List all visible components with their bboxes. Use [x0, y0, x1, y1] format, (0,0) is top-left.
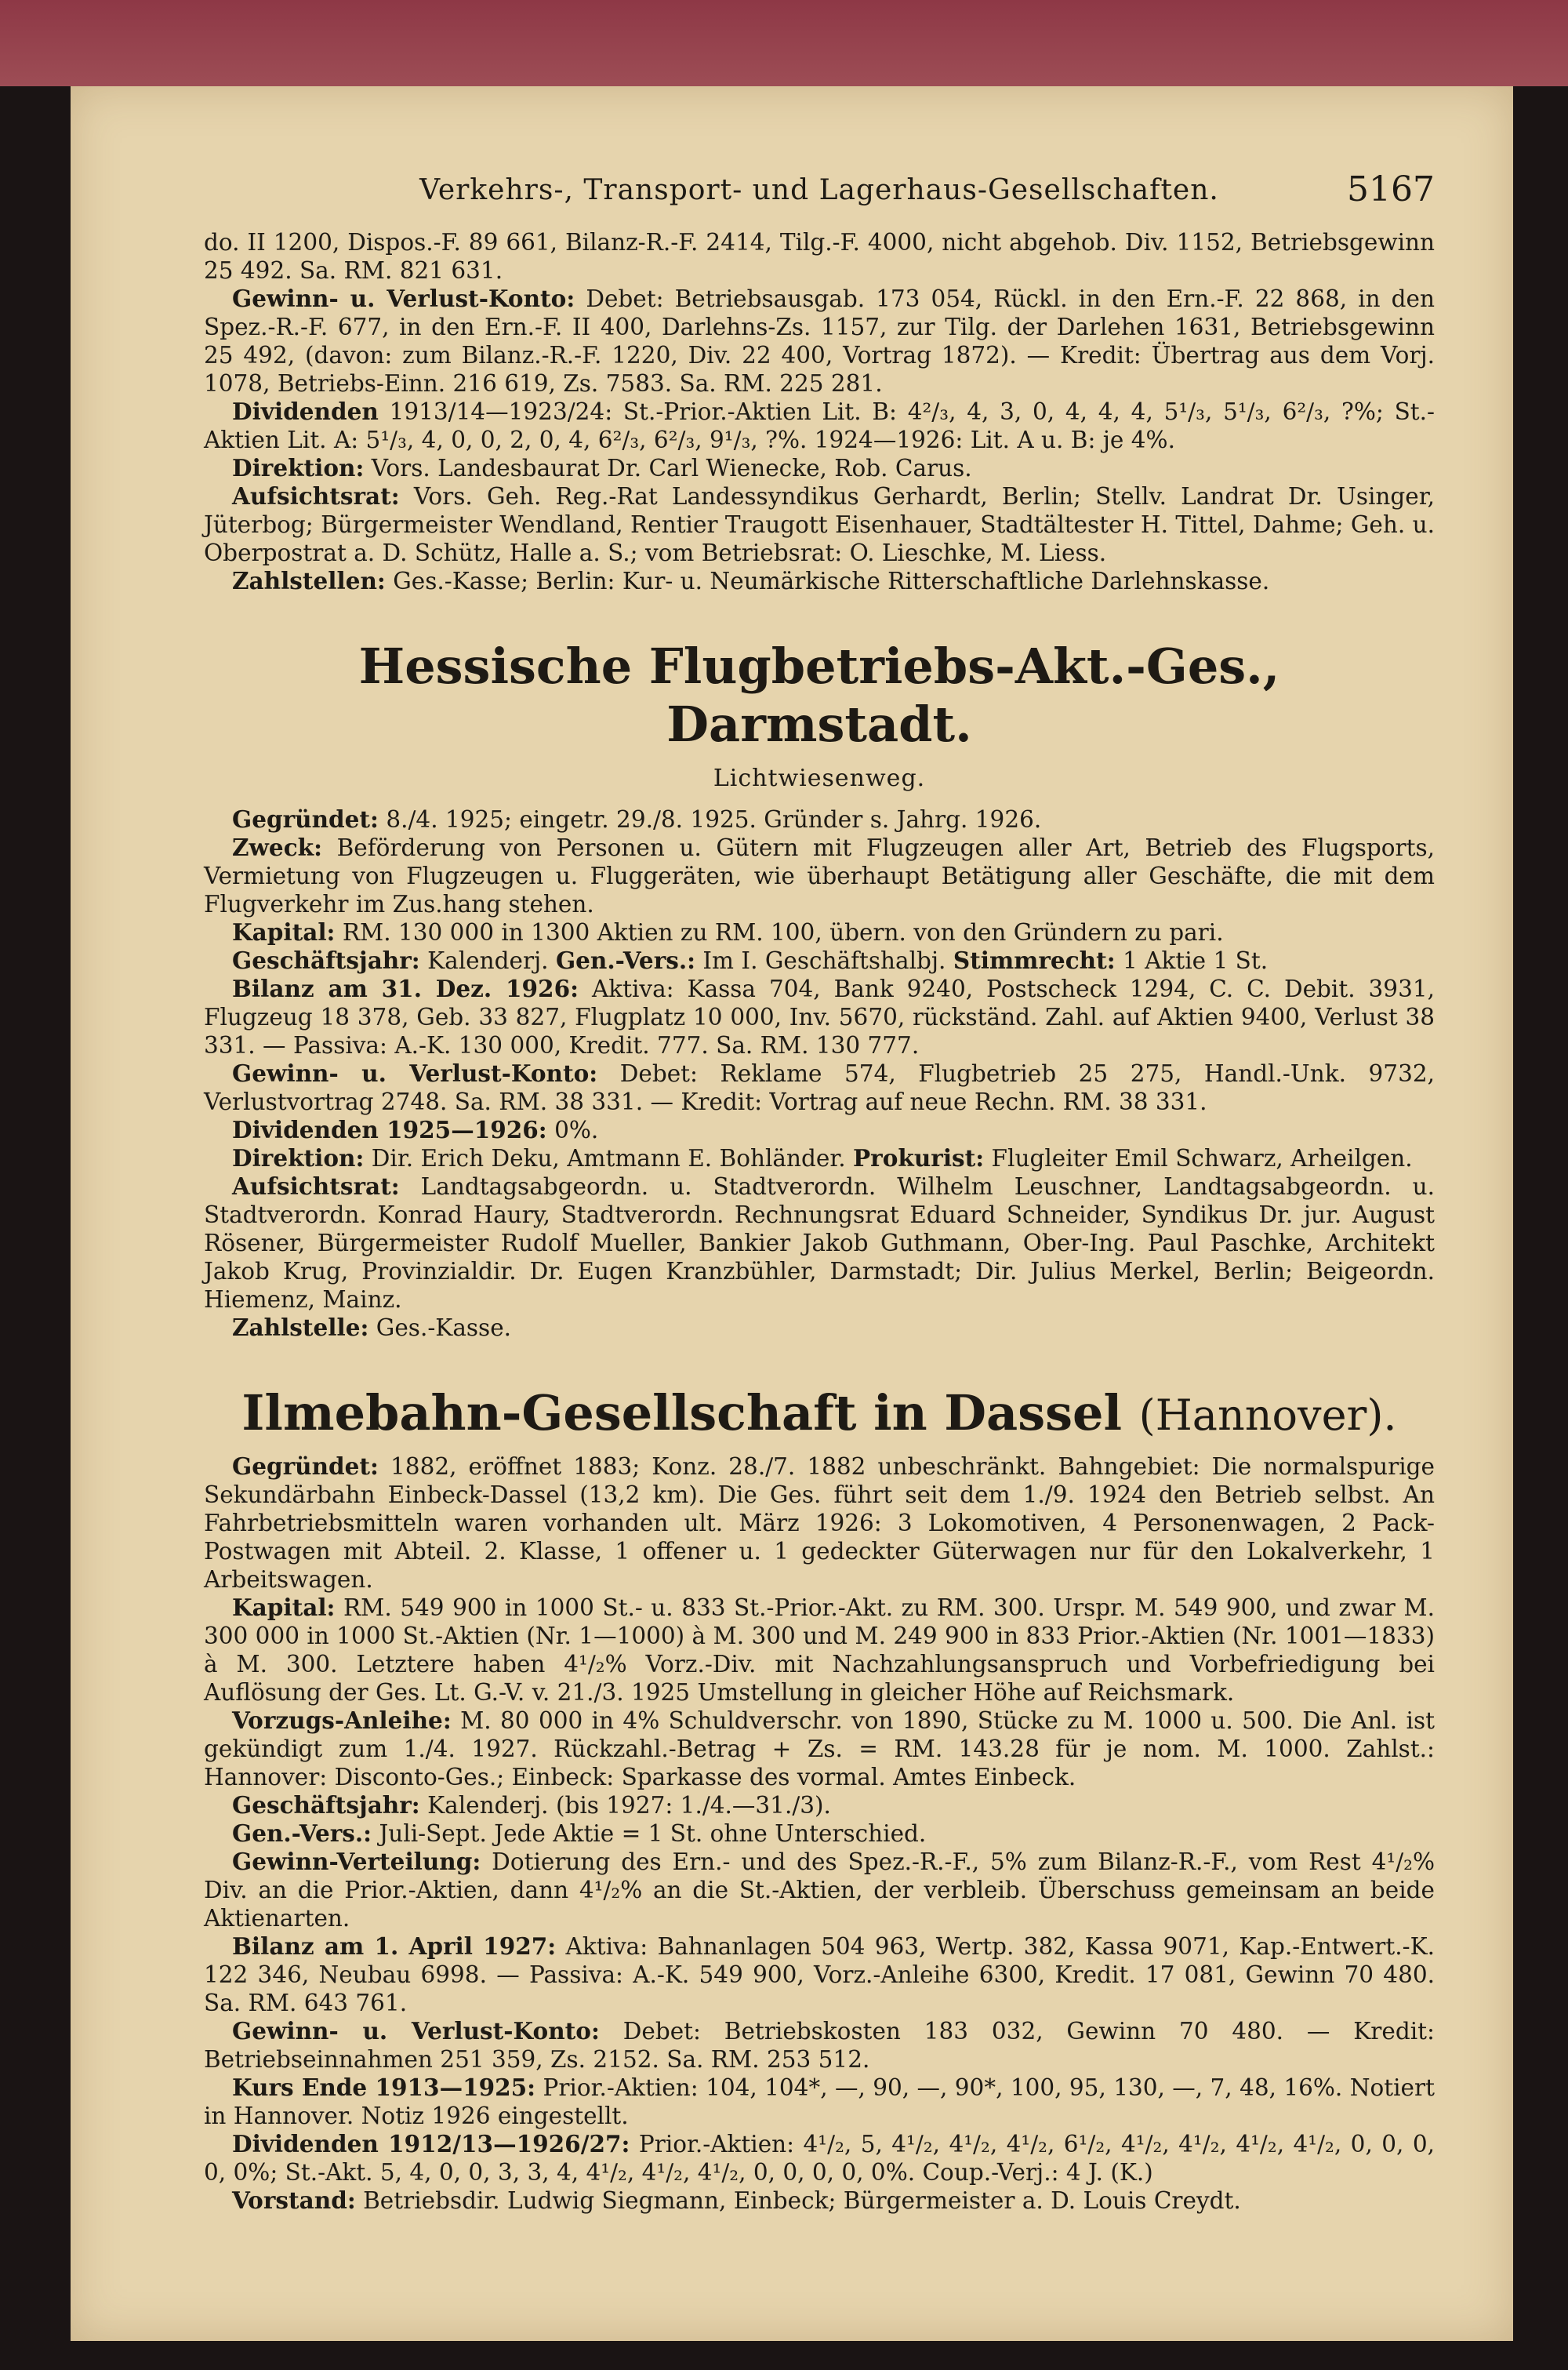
kapital-label: Kapital:: [232, 918, 336, 946]
geschaeftsjahr-paragraph: [204, 1791, 1435, 1819]
vorzugsanleihe-paragraph: [204, 1707, 1435, 1791]
page-content: [71, 86, 1513, 2215]
genvers-label: Gen.-Vers.:: [555, 947, 696, 974]
direktion-label: Direktion:: [232, 454, 365, 482]
company-heading-hessische: Hessische Flugbetriebs-Akt.-Ges., Darmstadt.: [358, 638, 1280, 753]
zweck-text: Beförderung von Personen u. Gütern mit Flugzeugen aller Art, Betrieb des Flugsports, Vermietung von Flugzeugen u. Fluggeräten, wie überhaupt Betätigung aller Geschäfte, die mit dem Flugverkehr im Zus.hang stehen.: [204, 834, 1435, 918]
gv-konto-label: Gewinn- u. Verlust-Konto:: [232, 1060, 598, 1087]
bilanz-paragraph: [204, 975, 1435, 1060]
entry-ilmebahn: [204, 1452, 1435, 2215]
bilanz-text: Aktiva: Bahnanlagen 504 963, Wertp. 382, Kassa 9071, Kap.-Entwert.-K. 122 346, Neubau 6998. — Passiva: A.-K. 549 900, Vorz.-Anleihe 6300, Kredit. 17 081, Gewinn 70 480. Sa. RM. 643 761.: [204, 1933, 1435, 2016]
kapital-label: Kapital:: [232, 1594, 336, 1621]
aufsichtsrat-text: Vors. Geh. Reg.-Rat Landessyndikus Gerhardt, Berlin; Stellv. Landrat Dr. Usinger, Jüterbog; Bürgermeister Wendland, Rentier Traugott Eisenhauer, Stadtältester H. Tittel, Dahme; Geh. u. Oberpostrat a. D. Schütz, Halle a. S.; vom Betriebsrat: O. Lieschke, M. Liess.: [204, 483, 1435, 566]
kurs-text: Prior.-Aktien: 104, 104*, —, 90, —, 90*, 100, 95, 130, —, 7, 48, 16%. Notiert in Hannover. Notiz 1926 eingestellt.: [204, 2074, 1435, 2129]
running-header: [204, 86, 1435, 209]
kapital-text: RM. 130 000 in 1300 Aktien zu RM. 100, übern. von den Gründern zu pari.: [342, 919, 1224, 946]
kurs-label: Kurs Ende 1913—1925:: [232, 2074, 536, 2101]
aufsichtsrat-text: Landtagsabgeordn. u. Stadtverordn. Wilhelm Leuschner, Landtagsabgeordn. u. Stadtverordn. Konrad Haury, Stadtverordn. Rechnungsrat Eduard Schneider, Syndikus Dr. jur. August Rösener, Bürgermeister Rudolf Mueller, Bankier Jakob Guthmann, Ober-Ing. Paul Paschke, Architekt Jakob Krug, Provinzialdir. Dr. Eugen Kranzbühler, Darmstadt; Dir. Julius Merkel, Berlin; Beigeordn. Hiemenz, Mainz.: [204, 1173, 1435, 1313]
gv-konto-text: Debet: Betriebskosten 183 032, Gewinn 70 480. — Kredit: Betriebseinnahmen 251 359, Zs. 2152. Sa. RM. 253 512.: [204, 2018, 1435, 2073]
direktion-paragraph: [204, 1144, 1435, 1172]
dividends-paragraph: [204, 2130, 1435, 2186]
direktion-label: Direktion:: [232, 1144, 365, 1172]
direktion-paragraph: [204, 454, 1435, 482]
kurs-paragraph: [204, 2074, 1435, 2130]
aufsichtsrat-label: Aufsichtsrat:: [232, 1172, 400, 1200]
gv-konto-label: Gewinn- u. Verlust-Konto:: [232, 2017, 600, 2045]
bilanz-continuation: do. II 1200, Dispos.-F. 89 661, Bilanz-R.-F. 2414, Tilg.-F. 4000, nicht abgehob. Div. 1152, Betriebsgewinn 25 492. Sa. RM. 821 631.: [204, 229, 1435, 284]
prokurist-text: Flugleiter Emil Schwarz, Arheilgen.: [991, 1145, 1413, 1172]
vorzugsanleihe-text: M. 80 000 in 4% Schuldverschr. von 1890, Stücke zu M. 1000 u. 500. Die Anl. ist gekündigt zum 1./4. 1927. Rückzahl.-Betrag + Zs. = RM. 143.28 für je nom. M. 1000. Zahlst.: Hannover: Disconto-Ges.; Einbeck: Sparkasse des vormal. Amtes Einbeck.: [204, 1707, 1435, 1790]
zahlstelle-text: Ges.-Kasse.: [376, 1314, 512, 1341]
dividends-label: Dividenden: [232, 398, 379, 425]
vorzugsanleihe-label: Vorzugs-Anleihe:: [232, 1707, 452, 1734]
kapital-text: RM. 549 900 in 1000 St.- u. 833 St.-Prior.-Akt. zu RM. 300. Urspr. M. 549 900, und zwar M. 300 000 in 1000 St.-Aktien (Nr. 1—1000) à M. 300 und M. 249 900 in 833 Prior.-Aktien (Nr. 1001—1833) à M. 300. Letztere haben 4¹/₂% Vorz.-Div. mit Nachzahlungsanspruch und Vorbefriedigung bei Auflösung der Ges. Lt. G.-V. v. 21./3. 1925 Umstellung in gleicher Höhe auf Reichsmark.: [204, 1594, 1435, 1706]
page-number: 5167: [1347, 169, 1435, 209]
stimmrecht-text: 1 Aktie 1 St.: [1123, 947, 1269, 974]
zahlstellen-label: Zahlstellen:: [232, 567, 386, 594]
direktion-text: Dir. Erich Deku, Amtmann E. Bohländer.: [371, 1145, 846, 1172]
entry-continuation: [204, 228, 1435, 595]
book-edge: [0, 0, 1568, 86]
genvers-text: Im I. Geschäftshalbj.: [702, 947, 946, 974]
genvers-text: Juli-Sept. Jede Aktie = 1 St. ohne Unterschied.: [379, 1820, 927, 1847]
dividends-text: 0%.: [554, 1117, 599, 1143]
aufsichtsrat-paragraph: [204, 482, 1435, 567]
vorstand-paragraph: [204, 2186, 1435, 2215]
zahlstellen-text: Ges.-Kasse; Berlin: Kur- u. Neumärkische Ritterschaftliche Darlehnskasse.: [393, 568, 1270, 594]
zahlstelle-paragraph: [204, 1314, 1435, 1342]
aufsichtsrat-paragraph: [204, 1172, 1435, 1314]
bilanz-paragraph: [204, 1932, 1435, 2017]
running-title: Verkehrs-, Transport- und Lagerhaus-Gesellschaften.: [419, 174, 1219, 206]
zahlstelle-label: Zahlstelle:: [232, 1314, 369, 1341]
gegruendet-label: Gegründet:: [232, 1452, 379, 1480]
company-heading-ilmebahn-name: Ilmebahn-Gesellschaft in Dassel: [241, 1384, 1123, 1441]
gv-konto-text: Debet: Betriebsausgab. 173 054, Rückl. in den Ern.-F. 22 868, in den Spez.-R.-F. 677, in den Ern.-F. II 400, Darlehns-Zs. 1157, zur Tilg. der Darlehen 1631, Betriebsgewinn 25 492, (davon: zum Bilanz.-R.-F. 1220, Div. 22 400, Vortrag 1872). — Kredit: Übertrag aus dem Vorj. 1078, Betriebs-Einn. 216 619, Zs. 7583. Sa. RM. 225 281.: [204, 285, 1435, 397]
kapital-paragraph: [204, 1594, 1435, 1707]
gv-konto-label: Gewinn- u. Verlust-Konto:: [232, 285, 575, 312]
prokurist-label: Prokurist:: [852, 1144, 985, 1172]
bilanz-text: Aktiva: Kassa 704, Bank 9240, Postscheck 1294, C. C. Debit. 3931, Flugzeug 18 378, Geb. 33 827, Flugplatz 10 000, Inv. 5670, rückständ. Zahl. auf Aktien 9400, Verlust 38 331. — Passiva: A.-K. 130 000, Kredit. 777. Sa. RM. 130 777.: [204, 976, 1435, 1059]
dividends-text: 1913/14—1923/24: St.-Prior.-Aktien Lit. B: 4²/₃, 4, 3, 0, 4, 4, 4, 5¹/₃, 5¹/₃, 6²/₃, ?%; St.-Aktien Lit. A: 5¹/₃, 4, 0, 0, 2, 0, 4, 6²/₃, 6²/₃, 9¹/₃, ?%. 1924—1926: Lit. A u. B: je 4%.: [204, 398, 1435, 453]
company-heading-ilmebahn: [204, 1384, 1435, 1445]
geschaeftsjahr-text: Kalenderj.: [427, 947, 549, 974]
genvers-paragraph: [204, 1819, 1435, 1848]
geschaeftsjahr-label: Geschäftsjahr:: [232, 947, 420, 974]
direktion-text: Vors. Landesbaurat Dr. Carl Wienecke, Rob. Carus.: [371, 455, 972, 482]
zweck-label: Zweck:: [232, 834, 322, 861]
gegruendet-paragraph: [204, 1452, 1435, 1594]
company-heading-ilmebahn-location: (Hannover).: [1138, 1390, 1397, 1440]
gewinnverteilung-paragraph: [204, 1848, 1435, 1932]
geschaeftsjahr-paragraph: [204, 947, 1435, 975]
genvers-label: Gen.-Vers.:: [232, 1819, 372, 1847]
book-page: [71, 86, 1513, 2341]
bilanz-label: Bilanz am 1. April 1927:: [232, 1932, 557, 1960]
stimmrecht-label: Stimmrecht:: [953, 947, 1116, 974]
gv-konto-paragraph: [204, 2017, 1435, 2074]
geschaeftsjahr-text: Kalenderj. (bis 1927: 1./4.—31./3).: [427, 1792, 831, 1819]
gegruendet-label: Gegründet:: [232, 805, 379, 833]
gewinnverteilung-text: Dotierung des Ern.- und des Spez.-R.-F., 5% zum Bilanz-R.-F., vom Rest 4¹/₂% Div. an die Prior.-Aktien, dann 4¹/₂% an die St.-Aktien, der verbleib. Überschuss gemeinsam an beide Aktienarten.: [204, 1848, 1435, 1932]
dividends-text: Prior.-Aktien: 4¹/₂, 5, 4¹/₂, 4¹/₂, 4¹/₂, 6¹/₂, 4¹/₂, 4¹/₂, 4¹/₂, 4¹/₂, 0, 0, 0, 0, 0%; St.-Akt. 5, 4, 0, 0, 3, 3, 4, 4¹/₂, 4¹/₂, 4¹/₂, 0, 0, 0, 0, 0%. Coup.-Verj.: 4 J. (K.): [204, 2131, 1435, 2186]
vorstand-label: Vorstand:: [232, 2186, 356, 2214]
gv-konto-text: Debet: Reklame 574, Flugbetrieb 25 275, Handl.-Unk. 9732, Verlustvortrag 2748. Sa. RM. 38 331. — Kredit: Vortrag auf neue Rechn. RM. 38 331.: [204, 1060, 1435, 1115]
dividends-label: Dividenden 1925—1926:: [232, 1116, 547, 1143]
aufsichtsrat-label: Aufsichtsrat:: [232, 482, 400, 510]
entry-hessische: [204, 805, 1435, 1342]
vorstand-text: Betriebsdir. Ludwig Siegmann, Einbeck; Bürgermeister a. D. Louis Creydt.: [363, 2187, 1241, 2214]
gegruendet-paragraph: [204, 805, 1435, 834]
gegruendet-text: 8./4. 1925; eingetr. 29./8. 1925. Gründer s. Jahrg. 1926.: [386, 806, 1042, 833]
zweck-paragraph: [204, 834, 1435, 918]
gewinnverteilung-label: Gewinn-Verteilung:: [232, 1848, 481, 1875]
geschaeftsjahr-label: Geschäftsjahr:: [232, 1791, 420, 1819]
zahlstellen-paragraph: [204, 567, 1435, 595]
dividends-paragraph: [204, 1116, 1435, 1144]
bilanz-label: Bilanz am 31. Dez. 1926:: [232, 975, 579, 1002]
page-body: [204, 228, 1435, 2215]
gegruendet-text: 1882, eröffnet 1883; Konz. 28./7. 1882 unbeschränkt. Bahngebiet: Die normalspurige Sekundärbahn Einbeck-Dassel (13,2 km). Die Ges. führt seit dem 1./9. 1924 den Betrieb selbst. An Fahrbetriebsmitteln waren vorhanden ult. März 1926: 3 Lokomotiven, 4 Personenwagen, 2 Pack-Postwagen mit Abteil. 2. Klasse, 1 offener u. 1 gedeckter Güterwagen nur für den Lokalverkehr, 1 Arbeitswagen.: [204, 1453, 1435, 1593]
dividends-paragraph: [204, 398, 1435, 454]
kapital-paragraph: [204, 918, 1435, 947]
gv-konto-paragraph: [204, 1060, 1435, 1116]
gv-konto-paragraph: [204, 285, 1435, 398]
company-address: Lichtwiesenweg.: [713, 765, 926, 792]
dividends-label: Dividenden 1912/13—1926/27:: [232, 2130, 630, 2157]
